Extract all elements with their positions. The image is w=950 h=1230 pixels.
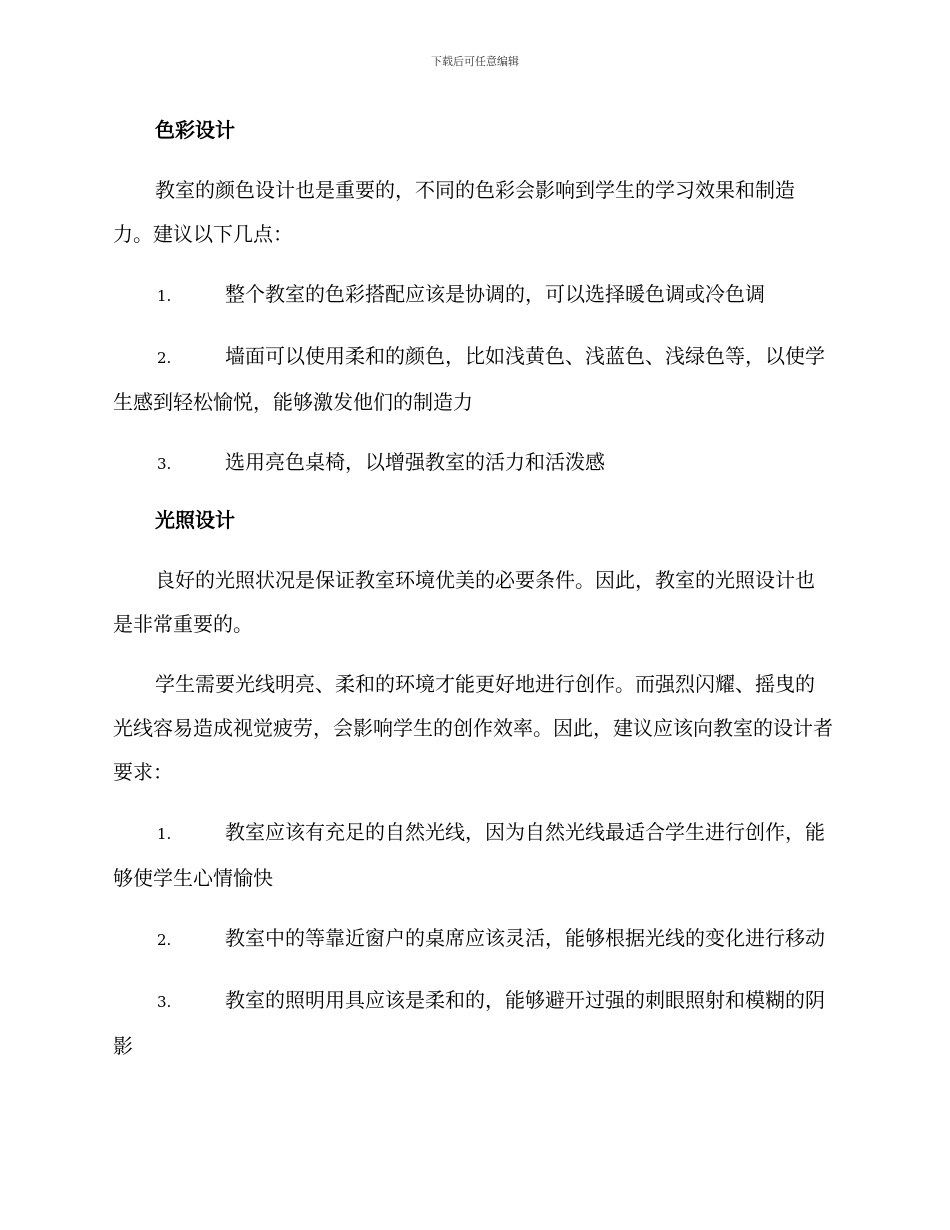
paragraph-lighting-1: 良好的光照状况是保证教室环境优美的必要条件。因此，教室的光照设计也是非常重要的。 <box>113 568 815 636</box>
list-item <box>113 440 833 486</box>
paragraph-color-intro: 教室的颜色设计也是重要的，不同的色彩会影响到学生的学习效果和制造力。建议以下几点： <box>113 178 795 246</box>
list-item-number: 1. <box>157 287 172 305</box>
list-item <box>113 334 833 424</box>
section-heading-lighting: 光照设计 <box>155 508 235 532</box>
list-item-number: 1. <box>157 825 172 843</box>
list-item-text: 墙面可以使用柔和的颜色，比如浅黄色、浅蓝色、浅绿色等，以使学生感到轻松愉悦，能够激发他们的制造力 <box>113 344 825 414</box>
list-item-text: 教室的照明用具应该是柔和的，能够避开过强的刺眼照射和模糊的阴影 <box>113 988 825 1058</box>
paragraph-lighting-2: 学生需要光线明亮、柔和的环境才能更好地进行创作。而强烈闪耀、摇曳的光线容易造成视觉疲劳，会影响学生的创作效率。因此，建议应该向教室的设计者要求： <box>113 672 833 784</box>
list-item-number: 2. <box>157 349 172 367</box>
list-item <box>113 916 833 962</box>
list-item-number: 3. <box>157 993 172 1011</box>
list-item-number: 2. <box>157 931 172 949</box>
list-item-text: 教室应该有充足的自然光线，因为自然光线最适合学生进行创作，能够使学生心情愉快 <box>113 820 825 890</box>
section-heading-color: 色彩设计 <box>155 118 235 142</box>
document-body <box>113 112 833 1084</box>
list-item-text: 整个教室的色彩搭配应该是协调的，可以选择暖色调或冷色调 <box>225 282 765 306</box>
list-item <box>113 978 833 1068</box>
list-item-number: 3. <box>157 455 172 473</box>
page-header: 下载后可任意编辑 <box>431 55 519 68</box>
list-item-text: 选用亮色桌椅，以增强教室的活力和活泼感 <box>225 450 605 474</box>
list-item <box>113 272 833 318</box>
list-item-text: 教室中的等靠近窗户的桌席应该灵活，能够根据光线的变化进行移动 <box>225 926 825 950</box>
list-item <box>113 810 833 900</box>
